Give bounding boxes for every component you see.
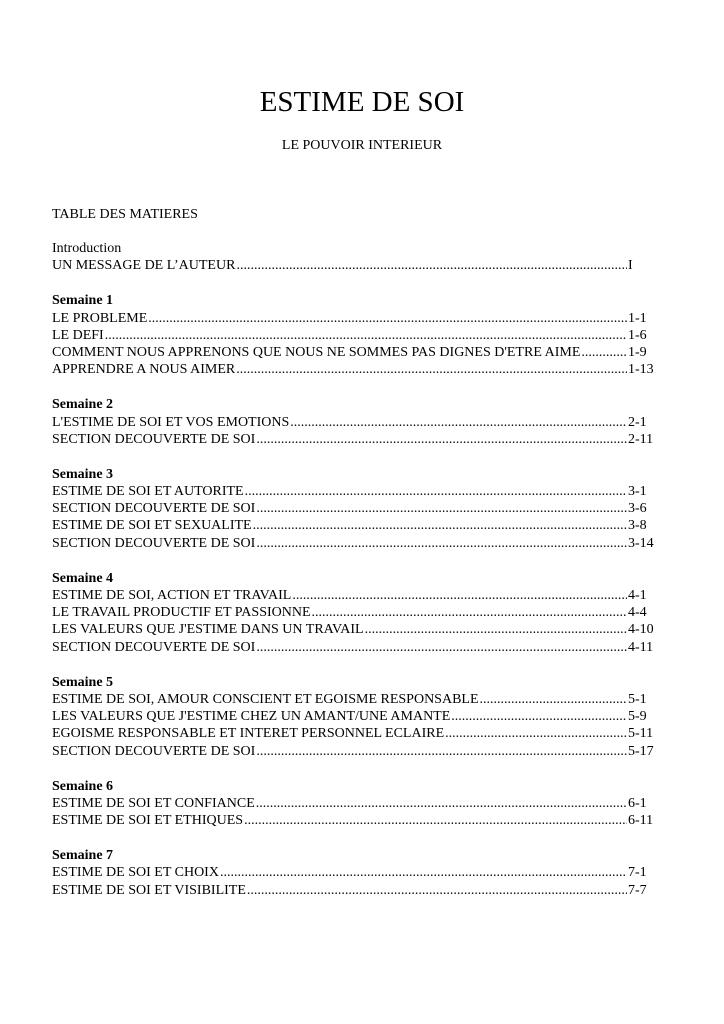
toc-entry-title: ESTIME DE SOI ET AUTORITE <box>52 484 244 500</box>
toc-entry-page: 2-11 <box>628 431 654 447</box>
toc-entry-page: 1-9 <box>628 344 647 360</box>
document-title: ESTIME DE SOI <box>259 86 465 118</box>
toc-section <box>52 240 656 274</box>
toc-section <box>52 396 656 448</box>
toc-dot-leader <box>256 639 627 656</box>
toc-entry[interactable] <box>52 708 656 725</box>
toc-entry[interactable] <box>52 864 656 881</box>
toc-entry[interactable] <box>52 795 656 812</box>
toc-entry-title: COMMENT NOUS APPRENONS QUE NOUS NE SOMMES PAS DIGNES D'ETRE AIME <box>52 344 581 360</box>
document-subtitle: LE POUVOIR INTERIEUR <box>281 138 443 153</box>
toc-dot-leader <box>581 344 627 361</box>
toc-entry[interactable] <box>52 725 656 742</box>
toc-section <box>52 674 656 760</box>
toc-dot-leader <box>292 587 627 604</box>
toc-dot-leader <box>244 812 627 829</box>
toc-section-title: Semaine 7 <box>52 848 114 864</box>
toc-dot-leader <box>236 257 627 274</box>
toc-entry-title: SECTION DECOUVERTE DE SOI <box>52 501 256 517</box>
toc-dot-leader <box>220 864 627 881</box>
toc-entry-title: SECTION DECOUVERTE DE SOI <box>52 639 256 655</box>
toc-section-title: Semaine 4 <box>52 570 114 586</box>
toc-entry-page: 1-13 <box>628 362 654 378</box>
toc-entry-page: 3-14 <box>628 535 654 551</box>
toc-dot-leader <box>148 310 627 327</box>
toc-dot-leader <box>451 708 627 725</box>
toc-entry[interactable] <box>52 882 656 899</box>
toc-entry[interactable] <box>52 517 656 534</box>
toc-entry-title: ESTIME DE SOI, AMOUR CONSCIENT ET EGOISME RESPONSABLE <box>52 691 479 707</box>
toc-heading: TABLE DES MATIERES <box>52 207 198 222</box>
toc-entry-title: LES VALEURS QUE J'ESTIME CHEZ UN AMANT/UNE AMANTE <box>52 709 451 725</box>
toc-dot-leader <box>312 604 627 621</box>
toc-entry[interactable] <box>52 812 656 829</box>
toc-entry[interactable] <box>52 344 656 361</box>
toc-section-title: Introduction <box>52 241 122 256</box>
toc-entry-title: ESTIME DE SOI ET CHOIX <box>52 865 219 881</box>
toc-section-title: Semaine 2 <box>52 397 114 413</box>
toc-entry[interactable] <box>52 257 656 274</box>
toc-entry[interactable] <box>52 587 656 604</box>
toc-dot-leader <box>445 725 627 742</box>
toc-entry-title: LE TRAVAIL PRODUCTIF ET PASSIONNE <box>52 605 311 621</box>
toc-entry-page: 6-1 <box>628 795 647 811</box>
toc-entry-page: 3-8 <box>628 518 647 534</box>
toc-entry-page: 5-17 <box>628 743 654 759</box>
toc-entry-title: EGOISME RESPONSABLE ET INTERET PERSONNEL ECLAIRE <box>52 726 445 742</box>
toc-entry[interactable] <box>52 639 656 656</box>
toc-entry-title: ESTIME DE SOI, ACTION ET TRAVAIL <box>52 588 292 603</box>
toc-entry-title: ESTIME DE SOI ET VISIBILITE <box>52 882 246 898</box>
toc-dot-leader <box>365 621 627 638</box>
toc-entry[interactable] <box>52 691 656 708</box>
toc-entry-page: 2-1 <box>628 414 647 430</box>
toc-entry-page: 4-11 <box>628 639 654 655</box>
toc-dot-leader <box>480 691 627 708</box>
toc-entry-page: 5-1 <box>628 691 647 707</box>
toc-section-title: Semaine 6 <box>52 778 114 794</box>
toc-entry-page: 5-9 <box>628 709 647 725</box>
toc-entry-title: SECTION DECOUVERTE DE SOI <box>52 535 256 551</box>
toc-section <box>52 778 656 830</box>
toc-entry-page: 4-1 <box>628 588 647 603</box>
toc-entry-page: I <box>628 258 633 274</box>
toc-entry-title: ESTIME DE SOI ET SEXUALITE <box>52 518 252 534</box>
toc-entry-title: APPRENDRE A NOUS AIMER <box>52 362 236 378</box>
toc-entry-title: L'ESTIME DE SOI ET VOS EMOTIONS <box>52 414 290 430</box>
toc-entry-title: LE PROBLEME <box>52 310 148 326</box>
toc-section <box>52 292 656 378</box>
toc-entry[interactable] <box>52 621 656 638</box>
toc-entry-title: ESTIME DE SOI ET ETHIQUES <box>52 813 244 829</box>
toc-dot-leader <box>256 500 627 517</box>
toc-section <box>52 570 656 656</box>
toc-entry-page: 3-6 <box>628 501 647 517</box>
toc-entry[interactable] <box>52 431 656 448</box>
toc-entry-page: 1-6 <box>628 327 647 343</box>
toc-entry-page: 4-4 <box>628 605 647 621</box>
toc-entry-page: 3-1 <box>628 484 647 500</box>
toc-entry-title: SECTION DECOUVERTE DE SOI <box>52 431 256 447</box>
toc-section-title: Semaine 1 <box>52 293 114 309</box>
toc-dot-leader <box>236 361 627 378</box>
toc-dot-leader <box>290 414 627 431</box>
toc-entry[interactable] <box>52 535 656 552</box>
toc-section-title: Semaine 3 <box>52 466 114 482</box>
toc-entry-page: 5-11 <box>628 726 654 742</box>
toc-entry[interactable] <box>52 483 656 500</box>
toc-entry-title: LES VALEURS QUE J'ESTIME DANS UN TRAVAIL <box>52 622 364 638</box>
toc-dot-leader <box>256 535 627 552</box>
toc-dot-leader <box>256 743 627 760</box>
toc-entry-title: SECTION DECOUVERTE DE SOI <box>52 743 256 759</box>
toc-dot-leader <box>247 882 627 899</box>
toc-entry-title: UN MESSAGE DE L’AUTEUR <box>52 258 236 274</box>
toc-entry-page: 7-7 <box>628 882 647 898</box>
toc-dot-leader <box>253 517 627 534</box>
toc-dot-leader <box>256 795 627 812</box>
toc-entry-page: 6-11 <box>628 813 654 829</box>
toc-section <box>52 847 656 899</box>
toc-entry[interactable] <box>52 604 656 621</box>
toc-entry-title: ESTIME DE SOI ET CONFIANCE <box>52 795 255 811</box>
toc-entry[interactable] <box>52 310 656 327</box>
toc-entry-title: LE DEFI <box>52 327 104 343</box>
toc-entry-page: 1-1 <box>628 310 647 326</box>
toc-entry-page: 4-10 <box>628 622 654 638</box>
toc-section <box>52 466 656 552</box>
toc-entry-page: 7-1 <box>628 865 647 881</box>
toc-entry[interactable] <box>52 327 656 344</box>
toc-dot-leader <box>105 327 627 344</box>
toc-dot-leader <box>256 431 627 448</box>
toc-section-title: Semaine 5 <box>52 674 114 690</box>
toc-dot-leader <box>245 483 627 500</box>
toc-entry[interactable] <box>52 500 656 517</box>
toc-entry[interactable] <box>52 743 656 760</box>
table-of-contents <box>52 240 656 917</box>
toc-entry[interactable] <box>52 414 656 431</box>
toc-entry[interactable] <box>52 361 656 378</box>
